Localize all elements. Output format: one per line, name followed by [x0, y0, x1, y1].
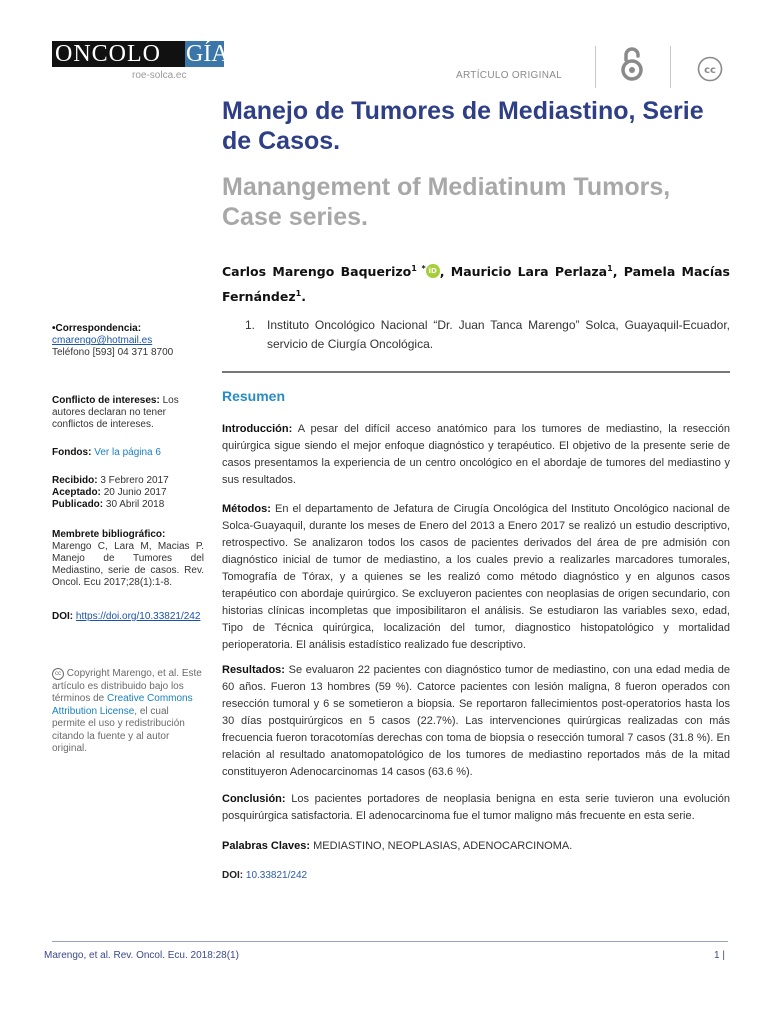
- intro-label: Introducción:: [222, 423, 293, 435]
- correspondence-phone: Teléfono [593] 04 371 8700: [52, 347, 174, 358]
- published-label: Publicado:: [52, 499, 104, 510]
- keywords: [222, 838, 730, 855]
- creative-commons-icon: [697, 56, 723, 82]
- header-divider: [595, 46, 596, 88]
- author-affiliation-mark: 1: [295, 289, 302, 299]
- journal-logo: [52, 41, 229, 67]
- abstract-doi-label: DOI:: [222, 870, 244, 881]
- author-name[interactable]: Pamela Macías Fernández: [222, 264, 730, 305]
- abstract-methods: [222, 501, 730, 654]
- journal-site[interactable]: roe-solca.ec: [132, 70, 187, 81]
- abstract-results: [222, 662, 730, 781]
- abstract-doi-value[interactable]: 10.33821/242: [245, 870, 308, 881]
- section-divider: [222, 371, 730, 373]
- biblio-label: Membrete bibliográfico:: [52, 529, 166, 540]
- copyright-notice: [52, 668, 204, 756]
- header-divider: [670, 46, 671, 88]
- open-access-icon: [618, 46, 646, 82]
- affiliation: [245, 316, 730, 354]
- author-affiliation-mark: 1 *: [411, 264, 426, 273]
- logo-accent-text: GÍA: [186, 41, 229, 67]
- conclusion-text: Los pacientes portadores de neoplasia benigna en esta serie tuvieron una evolución posquirúrgica satisfactoria. El adenocarcinoma fue el tumor maligno más frecuente en esta serie.: [222, 793, 731, 822]
- bibliographic-citation: [52, 529, 204, 589]
- footer-citation: Marengo, et al. Rev. Oncol. Ecu. 2018:28(1): [44, 950, 239, 961]
- funding-label: Fondos:: [52, 447, 92, 458]
- svg-text:cc: cc: [704, 65, 716, 76]
- sidebar-doi: [52, 611, 204, 623]
- affiliation-number: 1.: [245, 318, 256, 332]
- abstract-doi: [222, 870, 307, 881]
- published-date: 30 Abril 2018: [105, 499, 165, 510]
- abstract-heading: Resumen: [222, 388, 286, 404]
- funding: [52, 447, 204, 459]
- biblio-text: Marengo C, Lara M, Macias P. Manejo de Tumores del Mediastino, serie de casos. Rev. Oncol. Ecu 2017;28(1):1-8.: [52, 541, 204, 588]
- correspondence-email[interactable]: cmarengo@hotmail.es: [52, 335, 153, 346]
- author-name[interactable]: Carlos Marengo Baquerizo: [222, 264, 412, 280]
- conflict-label: Conflicto de intereses:: [52, 395, 160, 406]
- author-name[interactable]: Mauricio Lara Perlaza: [450, 264, 608, 280]
- accepted-date: 20 Junio 2017: [103, 487, 167, 498]
- doi-label: DOI:: [52, 611, 74, 622]
- affiliation-text: Instituto Oncológico Nacional “Dr. Juan Tanca Marengo” Solca, Guayaquil-Ecuador, servicio de Ciurgía Oncológica.: [267, 318, 730, 351]
- abstract-conclusion: [222, 791, 730, 825]
- results-text: Se evaluaron 22 pacientes con diagnóstico tumor de mediastino, con una edad media de 60 años. Fueron 13 hombres (59 %). Catorce pacientes con lesión maligna, 8 fueron operados con resección tumoral y 6 se sometieron a biopsia. Se reportaron fallecimientos post-operatorios hasta los 30 días postquirúrgicos en 5 casos (22.7%). Las intervenciones quirúrgicas realizadas con más frecuencia fueron toracotomías derechas con toma de biopsia o resección tumoral 7 casos (31.8 %). En relación al resultado anatomopatológico de los tumores de mediastino reportados más de la mitad constituyeron Adenocarcinomas 14 casos (63.6 %).: [222, 664, 730, 778]
- copyright-text: Copyright Marengo, et al. Este artículo es distribuido bajo los términos de: [52, 668, 202, 704]
- orcid-icon[interactable]: iD: [426, 264, 440, 278]
- funding-link[interactable]: Ver la página 6: [94, 447, 161, 458]
- copyright-icon: cc: [52, 668, 64, 680]
- keywords-label: Palabras Claves:: [222, 840, 311, 852]
- accepted-label: Aceptado:: [52, 487, 101, 498]
- received-date: 3 Febrero 2017: [100, 475, 169, 486]
- conflict-text: Los autores declaran no tener conflictos de intereses.: [52, 395, 179, 430]
- doi-link[interactable]: https://doi.org/10.33821/242: [75, 611, 201, 622]
- correspondence: [52, 323, 204, 359]
- title-english: Manangement of Mediatinum Tumors, Case series.: [222, 173, 671, 231]
- author-affiliation-mark: 1: [607, 264, 613, 273]
- methods-label: Métodos:: [222, 503, 271, 515]
- page-number: 1 |: [714, 950, 725, 961]
- dates: [52, 475, 204, 511]
- results-label: Resultados:: [222, 664, 285, 676]
- intro-text: A pesar del difícil acceso anatómico para los tumores de mediastino, la resección quirúrgica sigue siendo el mejor enfoque diagnóstico y terapéutico. El objetivo de la presente serie de casos presentamos la experiencia de un centro oncológico en el abordaje de tumores del mediastino y sus resultados.: [222, 423, 730, 486]
- title-spanish: Manejo de Tumores de Mediastino, Serie de Casos.: [222, 97, 704, 155]
- abstract-introduction: [222, 421, 730, 489]
- author-list: Carlos Marengo Baquerizo$^{1 *}$ iD , Mauricio Lara Perlaza$^1$, Pamela Macías Fernández$^1$.: [222, 264, 730, 305]
- correspondence-label: •Correspondencia:: [52, 323, 142, 334]
- conclusion-label: Conclusión:: [222, 793, 286, 805]
- license-link[interactable]: Creative Commons Attribution License: [52, 693, 193, 717]
- conflict-of-interest: [52, 395, 204, 431]
- logo-main-text: ONCOLO: [52, 41, 185, 67]
- received-label: Recibido:: [52, 475, 98, 486]
- copyright-text-end: , el cual permite el uso y redistribución citando la fuente y al autor original.: [52, 705, 185, 754]
- article-type: ARTÍCULO ORIGINAL: [456, 70, 563, 81]
- methods-text: En el departamento de Jefatura de Cirugía Oncológica del Instituto Oncológico nacional de Solca-Guayaquil, durante los meses de Enero del 2013 a Enero 2017 se realizó un estudio descriptivo, retrospectivo. Se analizaron todos los casos de pacientes derivados del área de pre admisión con diagnóstico inicial de tumor de mediastino, a los cuales previo a realizarles marcadores tumorales, Tomografía de Tórax, y a quienes se les realizó como método diagnóstico y en algunos casos terapéutico con abordaje quirúrgico. Se excluyeron pacientes con neoplasias de origen secundario, con historias clínicas incompletas que imposibilitaron el análisis. Se estudiaron las variables sexo, edad, Tipo de Técnica quirúrgica, localización del tumor, diagnostico histopatológico y mortalidad perioperatoria. El análisis estadístico realizado fue descriptivo.: [222, 503, 730, 651]
- keywords-text: MEDIASTINO, NEOPLASIAS, ADENOCARCINOMA.: [313, 840, 573, 852]
- footer-divider: [52, 941, 728, 942]
